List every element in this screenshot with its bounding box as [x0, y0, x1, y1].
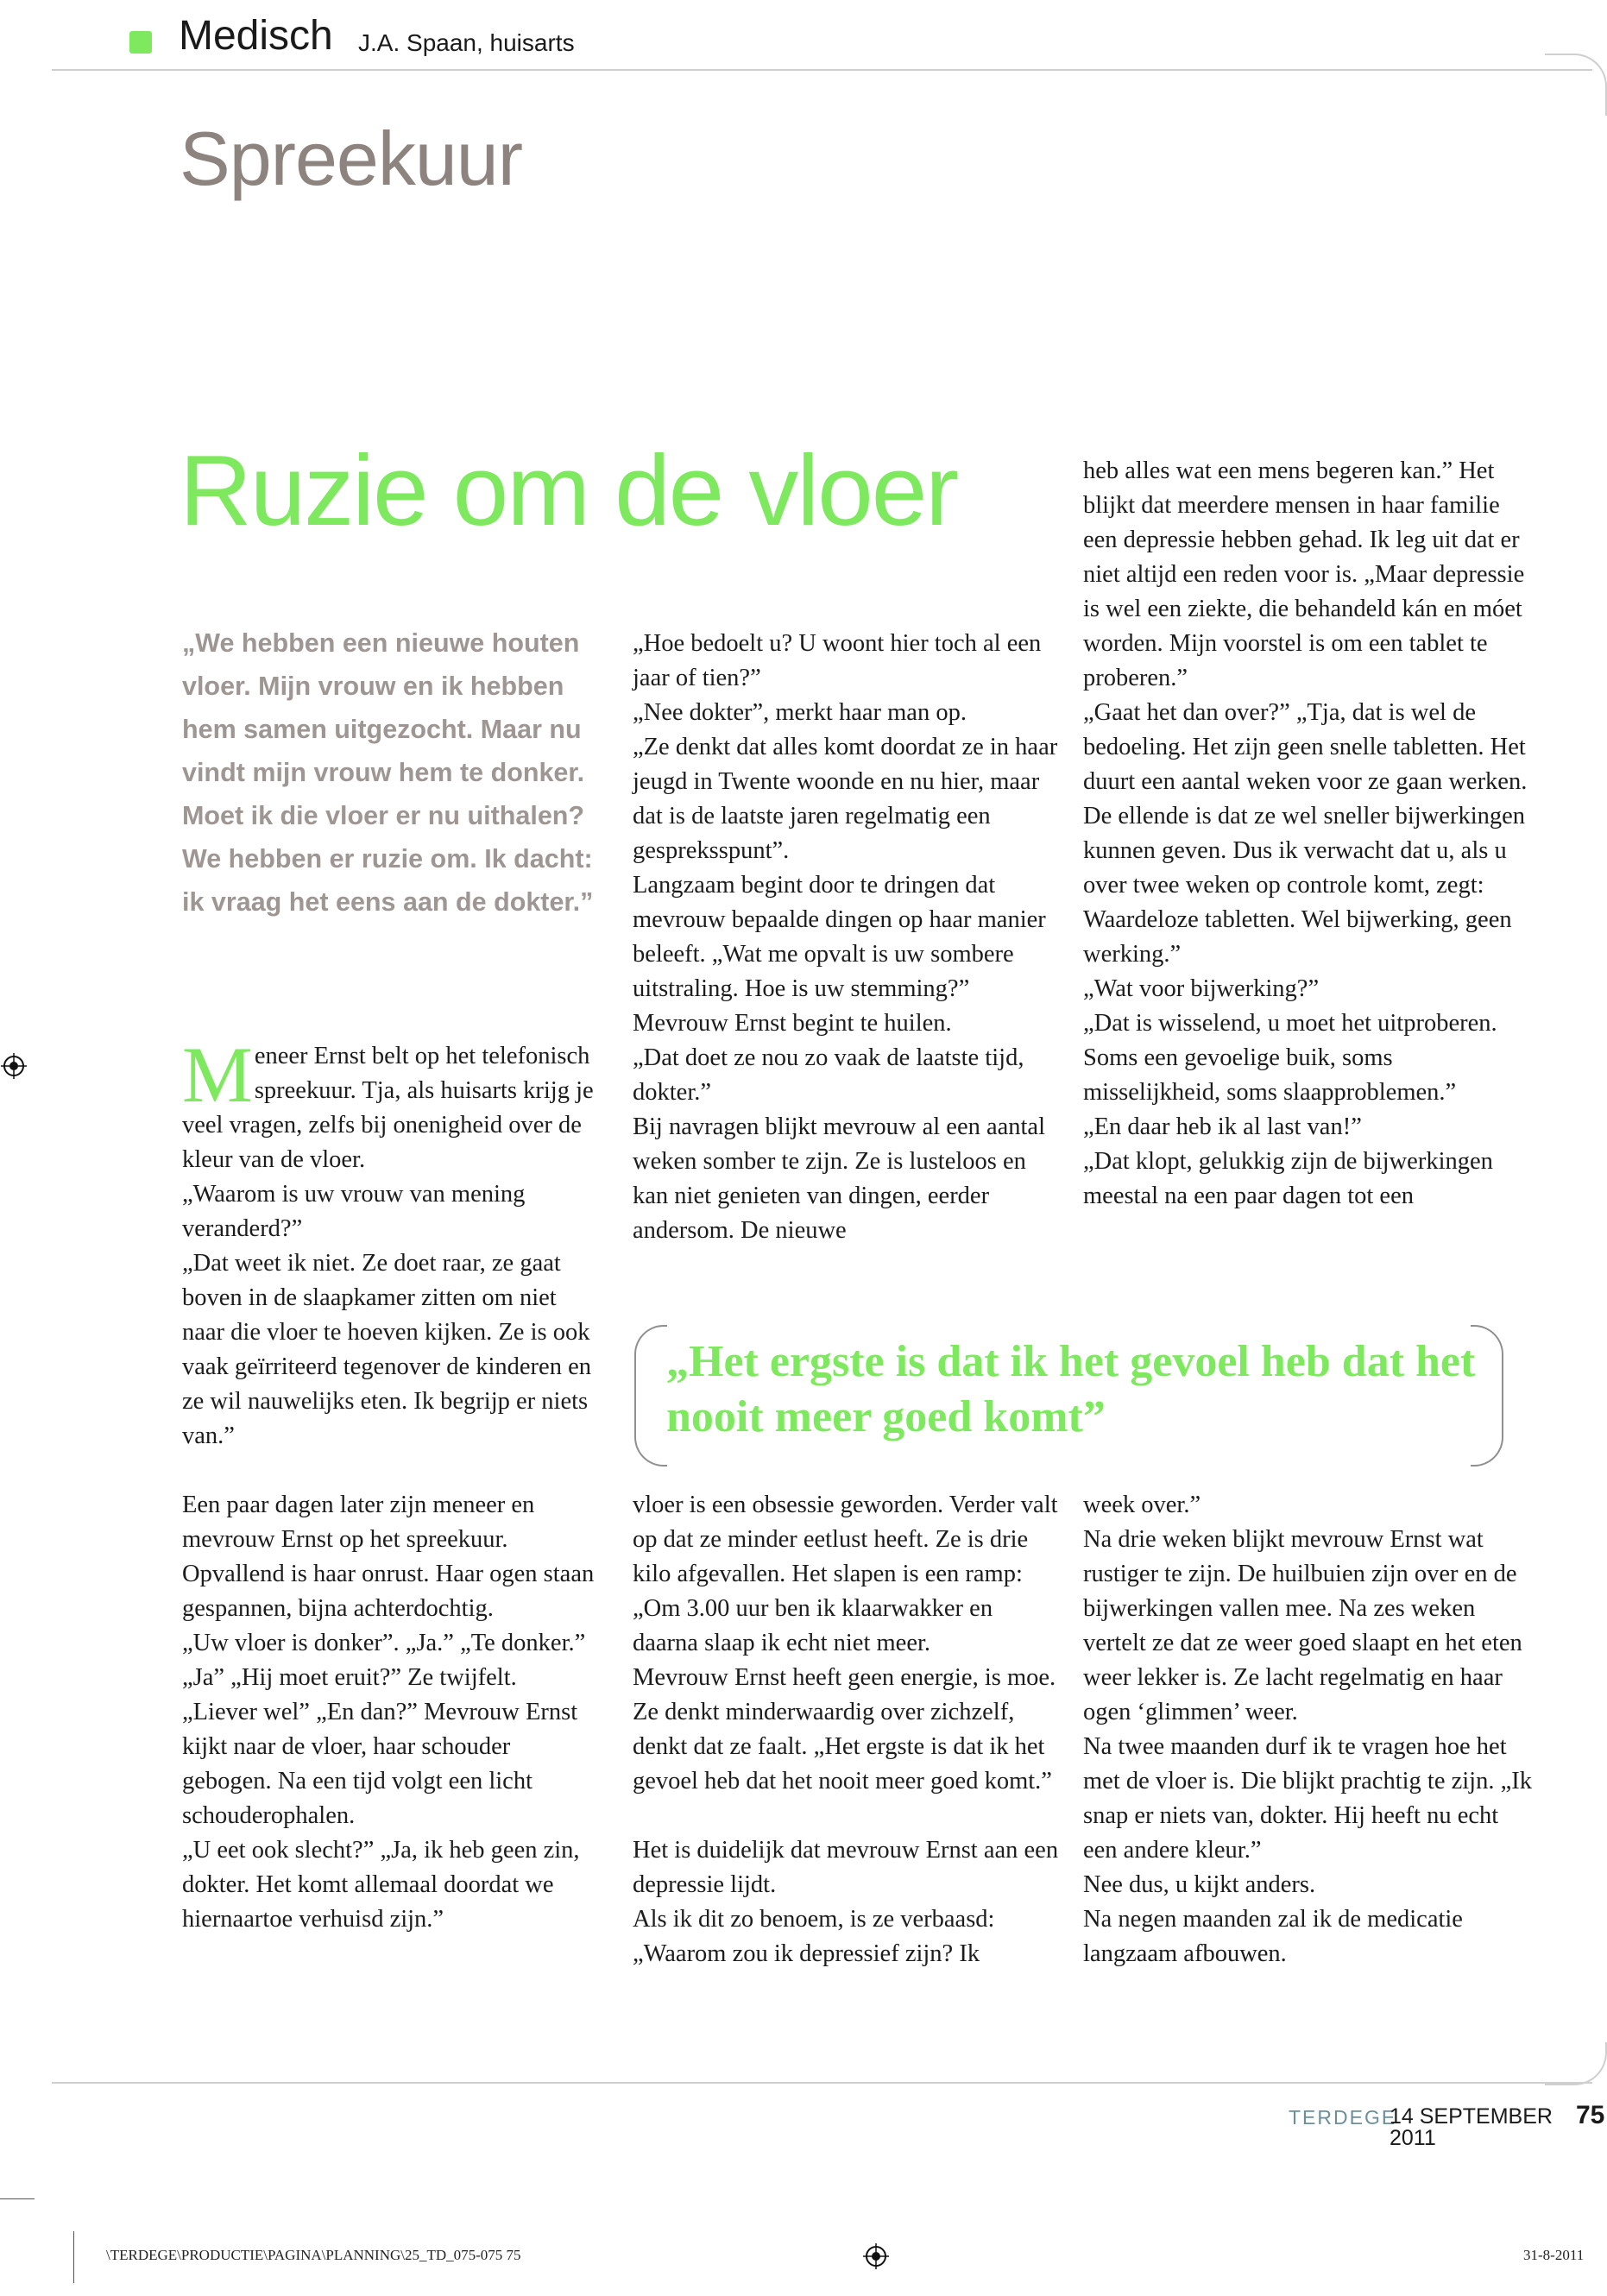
- paragraph: week over.”: [1083, 1492, 1201, 1518]
- article-lead: „We hebben een nieuwe houten vloer. Mijn vrouw en ik hebben hem samen uitgezocht. Maar nu vindt mijn vrouw hem te donker. Moet ik die vloer er nu uithalen? We hebben er ruzie om. Ik dacht: ik vraag het eens aan de dokter.”: [182, 628, 594, 917]
- paragraph: Als ik dit zo benoem, is ze verbaasd: „Waarom zou ik depressief zijn? Ik: [633, 1906, 995, 1967]
- paragraph: „Uw vloer is donker”. „Ja.” „Te donker.” „Ja” „Hij moet eruit?” Ze twijfelt. „Liever wel” „En dan?” Mevrouw Ernst kijkt naar de vloer, haar schouder gebogen. Na een tijd volgt een licht schouderophalen.: [182, 1630, 586, 1829]
- article-column-2-bottom: [633, 1488, 1061, 1971]
- print-slug-date: 31-8-2011: [1523, 2247, 1585, 2263]
- section-author: J.A. Spaan, huisarts: [358, 29, 575, 56]
- paragraph: „Dat is wisselend, u moet het uitproberen. Soms een gevoelige buik, soms misselijkheid, soms slaapproblemen.”: [1083, 1010, 1497, 1106]
- paragraph: „Waarom is uw vrouw van mening veranderd?”: [182, 1181, 526, 1242]
- paragraph: Mevrouw Ernst begint te huilen.: [633, 1010, 952, 1037]
- article-column-2-top: [633, 627, 1061, 1248]
- paragraph: Langzaam begint door te dringen dat mevrouw bepaalde dingen op haar manier beleeft. „Wat me opvalt is uw sombere uitstraling. Hoe is uw stemming?”: [633, 872, 1046, 1002]
- paragraph: „Ze denkt dat alles komt doordat ze in haar jeugd in Twente woonde en nu hier, maar dat is de laatste jaren regelmatig een gespreksspunt”.: [633, 734, 1058, 864]
- section-marker-icon: [129, 31, 152, 54]
- pullquote-bracket-left: [634, 1325, 667, 1467]
- paragraph: Meneer Ernst belt op het telefonisch spreekuur. Tja, als huisarts krijg je veel vragen, zelfs bij onenigheid over de kleur van de vloer.: [182, 1031, 594, 1173]
- magazine-name: TERDEGE: [1289, 2106, 1397, 2129]
- dropcap: M: [182, 1031, 253, 1119]
- paragraph: Een paar dagen later zijn meneer en mevrouw Ernst op het spreekuur. Opvallend is haar onrust. Haar ogen staan gespannen, bijna achterdochtig.: [182, 1492, 595, 1622]
- article-column-3-bottom: [1083, 1488, 1532, 1971]
- paragraph: „Nee dokter”, merkt haar man op.: [633, 699, 967, 726]
- paragraph: Bij navragen blijkt mevrouw al een aantal weken somber te zijn. Ze is lusteloos en kan niet genieten van dingen, eerder andersom. De nieuwe: [633, 1113, 1046, 1244]
- paragraph: „Gaat het dan over?” „Tja, dat is wel de bedoeling. Het zijn geen snelle tabletten. Het duurt een aantal weken voor ze gaan werken. De ellende is dat ze wel sneller bijwerkingen kunnen geven. Dus ik verwacht dat u, als u over twee weken op controle komt, zegt: Waardeloze tabletten. Wel bijwerking, geen werking.”: [1083, 699, 1528, 968]
- paragraph: „Hoe bedoelt u? U woont hier toch al een jaar of tien?”: [633, 630, 1042, 691]
- paragraph: Na twee maanden durf ik te vragen hoe het met de vloer is. Die blijkt prachtig te zijn. „Ik snap er niets van, dokter. Hij heeft nu echt een andere kleur.”: [1083, 1733, 1532, 1864]
- section-title: Medisch: [179, 13, 333, 59]
- paragraph: „Wat voor bijwerking?”: [1083, 975, 1320, 1002]
- crop-mark: [73, 2231, 74, 2283]
- crop-mark: [0, 2198, 35, 2199]
- article-column-1: [182, 1031, 596, 1937]
- paragraph: heb alles wat een mens begeren kan.” Het blijkt dat meerdere mensen in haar familie een depressie hebben gehad. Ik leg uit dat er niet altijd een reden voor is. „Maar depressie is wel een ziekte, die behandeld kán en móet worden. Mijn voorstel is om een tablet te proberen.”: [1083, 457, 1525, 691]
- paragraph: „En daar heb ik al last van!”: [1083, 1113, 1362, 1140]
- top-rule: [52, 69, 1592, 71]
- registration-mark-icon: [1, 1053, 27, 1079]
- paragraph: „Dat klopt, gelukkig zijn de bijwerkingen meestal na een paar dagen tot een: [1083, 1148, 1493, 1209]
- registration-mark-icon: [863, 2243, 889, 2269]
- article-column-3-top: [1083, 454, 1532, 1214]
- bottom-rule-corner: [1545, 2042, 1607, 2085]
- paragraph: „Dat weet ik niet. Ze doet raar, ze gaat boven in de slaapkamer zitten om niet naar die vloer te hoeven kijken. Ze is ook vaak geïrriteerd tegenover de kinderen en ze wil nauwelijks eten. Ik begrijp er niets van.”: [182, 1250, 591, 1449]
- issue-date: 14 SEPTEMBER 2011: [1390, 2104, 1553, 2150]
- rubric-title: Spreekuur: [180, 116, 523, 201]
- pull-quote: „Het ergste is dat ik het gevoel heb dat het nooit meer goed komt”: [666, 1337, 1476, 1441]
- paragraph: Nee dus, u kijkt anders.: [1083, 1871, 1316, 1898]
- top-rule-corner: [1545, 54, 1607, 116]
- paragraph: „Dat doet ze nou zo vaak de laatste tijd, dokter.”: [633, 1044, 1024, 1106]
- paragraph: Mevrouw Ernst heeft geen energie, is moe. Ze denkt minderwaardig over zichzelf, denkt dat ze faalt. „Het ergste is dat ik het gevoel heb dat het nooit meer goed komt.”: [633, 1664, 1056, 1795]
- page-number: 75: [1576, 2101, 1605, 2129]
- paragraph: vloer is een obsessie geworden. Verder valt op dat ze minder eetlust heeft. Ze is drie kilo afgevallen. Het slapen is een ramp: „Om 3.00 uur ben ik klaarwakker en daarna slaap ik echt niet meer.: [633, 1492, 1058, 1656]
- article-headline: Ruzie om de vloer: [180, 434, 957, 546]
- paragraph: Na negen maanden zal ik de medicatie langzaam afbouwen.: [1083, 1906, 1463, 1967]
- print-slug-path: \TERDEGE\PRODUCTIE\PAGINA\PLANNING\25_TD_075-075 75: [106, 2247, 521, 2263]
- paragraph: Na drie weken blijkt mevrouw Ernst wat rustiger te zijn. De huilbuien zijn over en de bijwerkingen vallen mee. Na zes weken vertelt ze dat ze weer goed slaapt en het eten weer lekker is. Ze lacht regelmatig en haar ogen ‘glimmen’ weer.: [1083, 1526, 1522, 1725]
- paragraph: „U eet ook slecht?” „Ja, ik heb geen zin, dokter. Het komt allemaal doordat we hiernaartoe verhuisd zijn.”: [182, 1837, 580, 1933]
- paragraph: Het is duidelijk dat mevrouw Ernst aan een depressie lijdt.: [633, 1837, 1059, 1898]
- bottom-rule: [52, 2082, 1592, 2084]
